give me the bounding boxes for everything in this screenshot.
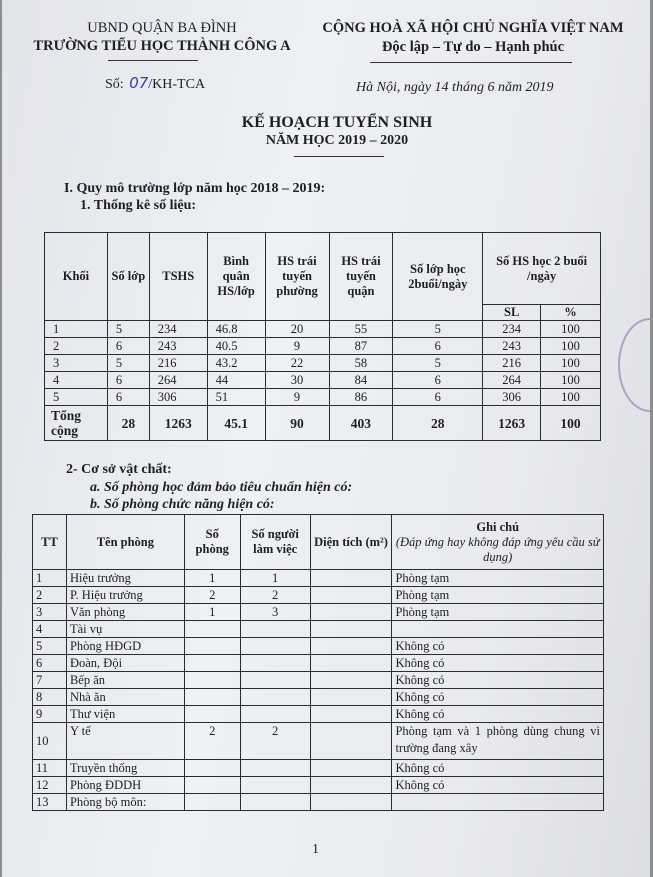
- cell: Không có: [392, 706, 604, 723]
- cell: [184, 777, 240, 794]
- cell: [184, 760, 240, 777]
- cell: Phòng HĐGD: [66, 638, 184, 655]
- cell: [310, 638, 392, 655]
- cell: [184, 706, 240, 723]
- cell: 6: [393, 372, 483, 389]
- cell: Phòng tạm: [392, 570, 604, 587]
- cell: 5: [33, 638, 67, 655]
- cell: [310, 655, 392, 672]
- header-trai-tuyen-quan: HS trái tuyến quận: [329, 233, 393, 321]
- cell: 46.8: [207, 321, 265, 338]
- cell: 264: [483, 372, 541, 389]
- cell: 6: [33, 655, 67, 672]
- cell: Nhà ăn: [66, 689, 184, 706]
- cell: 2: [33, 587, 67, 604]
- cell: [392, 621, 604, 638]
- cell: 6: [107, 389, 149, 406]
- cell: 1: [33, 570, 67, 587]
- cell: [310, 587, 392, 604]
- cell: 30: [265, 372, 329, 389]
- table-row: [33, 638, 604, 655]
- table-row: [33, 570, 604, 587]
- cell: 2: [184, 723, 240, 760]
- cell: 216: [483, 355, 541, 372]
- cell: 10: [33, 723, 67, 760]
- document-title: KẾ HOẠCH TUYỂN SINH: [241, 114, 433, 131]
- cell: 1: [240, 570, 310, 587]
- cell: [240, 706, 310, 723]
- number-prefix: Số:: [105, 77, 124, 92]
- total-cell: 403: [329, 406, 393, 441]
- cell: 6: [107, 372, 149, 389]
- cell: Truyền thống: [66, 760, 184, 777]
- ghi-chu-title: Ghi chú: [476, 519, 520, 534]
- cell: 13: [33, 794, 67, 811]
- subheader-percent: %: [541, 305, 601, 321]
- cell: Phòng tạm: [392, 604, 604, 621]
- cell: [184, 621, 240, 638]
- national-motto: Độc lập – Tự do – Hạnh phúc: [381, 39, 565, 55]
- cell: 4: [33, 621, 67, 638]
- cell: 8: [33, 689, 67, 706]
- header-ten-phong: Tên phòng: [66, 515, 184, 570]
- cell: Thư viện: [66, 706, 184, 723]
- header-so-hs-2buoi: Số HS học 2 buổi /ngày: [483, 233, 601, 305]
- cell: Không có: [392, 638, 604, 655]
- total-cell: 28: [107, 406, 149, 441]
- cell: 43.2: [207, 355, 265, 372]
- cell: [240, 672, 310, 689]
- table-row: [33, 723, 604, 760]
- statistics-table: [44, 232, 601, 441]
- cell: [240, 638, 310, 655]
- cell: 5: [107, 355, 149, 372]
- cell: [310, 621, 392, 638]
- cell: 264: [149, 372, 207, 389]
- header-so-lop-2buoi: Số lớp học 2buổi/ngày: [393, 233, 483, 321]
- table-row: [33, 604, 604, 621]
- table-row: [45, 321, 601, 338]
- cell: 100: [541, 355, 601, 372]
- cell: 216: [149, 355, 207, 372]
- cell: Không có: [392, 672, 604, 689]
- cell: 84: [329, 372, 393, 389]
- total-cell: 1263: [149, 406, 207, 441]
- total-cell: 90: [265, 406, 329, 441]
- cell: 44: [207, 372, 265, 389]
- table-row: [33, 689, 604, 706]
- cell: [310, 672, 392, 689]
- header-tt: TT: [33, 515, 67, 570]
- cell: 3: [45, 355, 108, 372]
- cell: 3: [240, 604, 310, 621]
- cell: 234: [483, 321, 541, 338]
- cell: 22: [265, 355, 329, 372]
- cell: 6: [393, 389, 483, 406]
- cell: P. Hiệu trưởng: [66, 587, 184, 604]
- cell: 1: [184, 604, 240, 621]
- cell: 5: [393, 321, 483, 338]
- cell: Phòng bộ môn:: [66, 794, 184, 811]
- header-ghi-chu: [392, 515, 604, 570]
- cell: Bếp ăn: [66, 672, 184, 689]
- document-page: [2, 0, 650, 877]
- cell: 55: [329, 321, 393, 338]
- header-khoi: Khối: [45, 233, 108, 321]
- cell: [184, 689, 240, 706]
- table-row: [33, 760, 604, 777]
- cell: 7: [33, 672, 67, 689]
- cell: 2: [45, 338, 108, 355]
- header-trai-tuyen-phuong: HS trái tuyến phường: [265, 233, 329, 321]
- table-row: [45, 389, 601, 406]
- cell: 306: [483, 389, 541, 406]
- cell: [310, 723, 392, 760]
- total-cell: 100: [541, 406, 601, 441]
- cell: [240, 794, 310, 811]
- cell: 9: [265, 389, 329, 406]
- cell: Phòng tạm: [392, 587, 604, 604]
- table-row: [33, 794, 604, 811]
- cell: Phòng tạm và 1 phòng dùng chung vì trường đang xây: [392, 723, 604, 760]
- cell: 6: [393, 338, 483, 355]
- stamp-seal: [618, 318, 650, 412]
- cell: 234: [149, 321, 207, 338]
- cell: 3: [33, 604, 67, 621]
- table-row: [45, 355, 601, 372]
- table-row: [33, 587, 604, 604]
- cell: 86: [329, 389, 393, 406]
- cell: 100: [541, 389, 601, 406]
- total-row: [45, 406, 601, 441]
- cell: [184, 638, 240, 655]
- table-row: [45, 372, 601, 389]
- cell: 243: [149, 338, 207, 355]
- cell: [184, 672, 240, 689]
- cell: 5: [107, 321, 149, 338]
- cell: Phòng ĐDDH: [66, 777, 184, 794]
- cell: 40.5: [207, 338, 265, 355]
- document-number: [105, 74, 205, 93]
- cell: [240, 760, 310, 777]
- cell: [240, 655, 310, 672]
- cell: 243: [483, 338, 541, 355]
- cell: [392, 794, 604, 811]
- header-binh-quan: Bình quân HS/lớp: [207, 233, 265, 321]
- cell: 5: [45, 389, 108, 406]
- cell: [310, 760, 392, 777]
- table-row: [45, 338, 601, 355]
- total-cell: 28: [393, 406, 483, 441]
- cell: Y tế: [66, 723, 184, 760]
- cell: 9: [265, 338, 329, 355]
- cell: 2: [184, 587, 240, 604]
- section-2-heading: 2- Cơ sở vật chất:: [66, 462, 172, 477]
- cell: 100: [541, 321, 601, 338]
- cell: Không có: [392, 655, 604, 672]
- cell: [310, 794, 392, 811]
- national-title: CỘNG HOÀ XÃ HỘI CHỦ NGHĨA VIỆT NAM: [322, 20, 624, 36]
- authority-name: UBND QUẬN BA ĐÌNH: [87, 20, 237, 36]
- cell: 6: [107, 338, 149, 355]
- cell: Không có: [392, 760, 604, 777]
- cell: 87: [329, 338, 393, 355]
- cell: [184, 655, 240, 672]
- table-row: [33, 621, 604, 638]
- school-name: TRƯỜNG TIỂU HỌC THÀNH CÔNG A: [33, 38, 291, 54]
- page-number: 1: [312, 842, 319, 857]
- cell: [310, 689, 392, 706]
- cell: 1: [184, 570, 240, 587]
- total-cell: 1263: [483, 406, 541, 441]
- cell: 51: [207, 389, 265, 406]
- document-date: Hà Nội, ngày 14 tháng 6 năm 2019: [356, 80, 554, 95]
- cell: Tài vụ: [66, 621, 184, 638]
- header-so-nguoi: Số người làm việc: [240, 515, 310, 570]
- cell: [310, 604, 392, 621]
- cell: [310, 777, 392, 794]
- cell: Đoàn, Đội: [66, 655, 184, 672]
- ghi-chu-subtitle: (Đáp ứng hay không đáp ứng yêu cầu sử dụng): [395, 534, 600, 564]
- cell: 5: [393, 355, 483, 372]
- header-dien-tich: Diện tích (m²): [310, 515, 392, 570]
- total-cell: 45.1: [207, 406, 265, 441]
- cell: [310, 570, 392, 587]
- section-1-subheading: 1. Thống kê số liệu:: [80, 198, 197, 213]
- table-row: [33, 655, 604, 672]
- cell: [240, 777, 310, 794]
- number-suffix: /KH-TCA: [148, 77, 206, 92]
- cell: 20: [265, 321, 329, 338]
- cell: [240, 689, 310, 706]
- cell: Văn phòng: [66, 604, 184, 621]
- cell: Không có: [392, 777, 604, 794]
- header-so-phong: Số phòng: [184, 515, 240, 570]
- table-row: [33, 706, 604, 723]
- cell: 306: [149, 389, 207, 406]
- document-subtitle: NĂM HỌC 2019 – 2020: [265, 133, 409, 148]
- cell: Hiệu trưởng: [66, 570, 184, 587]
- total-label: Tổng cộng: [45, 406, 108, 441]
- section-2a: a. Số phòng học đảm bảo tiêu chuẩn hiện có:: [90, 480, 353, 495]
- subheader-sl: SL: [483, 305, 541, 321]
- cell: 2: [240, 723, 310, 760]
- header-so-lop: Số lớp: [107, 233, 149, 321]
- cell: 12: [33, 777, 67, 794]
- section-1-heading: I. Quy mô trường lớp năm học 2018 – 2019:: [64, 181, 326, 196]
- cell: 58: [329, 355, 393, 372]
- header-tshs: TSHS: [149, 233, 207, 321]
- cell: 100: [541, 338, 601, 355]
- table-row: [33, 672, 604, 689]
- cell: Không có: [392, 689, 604, 706]
- cell: [310, 706, 392, 723]
- cell: 4: [45, 372, 108, 389]
- table-row: [33, 777, 604, 794]
- cell: 100: [541, 372, 601, 389]
- cell: 2: [240, 587, 310, 604]
- cell: [240, 621, 310, 638]
- section-2b: b. Số phòng chức năng hiện có:: [90, 497, 275, 512]
- number-handwritten: 07: [129, 74, 149, 92]
- cell: 11: [33, 760, 67, 777]
- cell: 1: [45, 321, 108, 338]
- cell: [184, 794, 240, 811]
- cell: 9: [33, 706, 67, 723]
- facilities-table: [32, 514, 604, 811]
